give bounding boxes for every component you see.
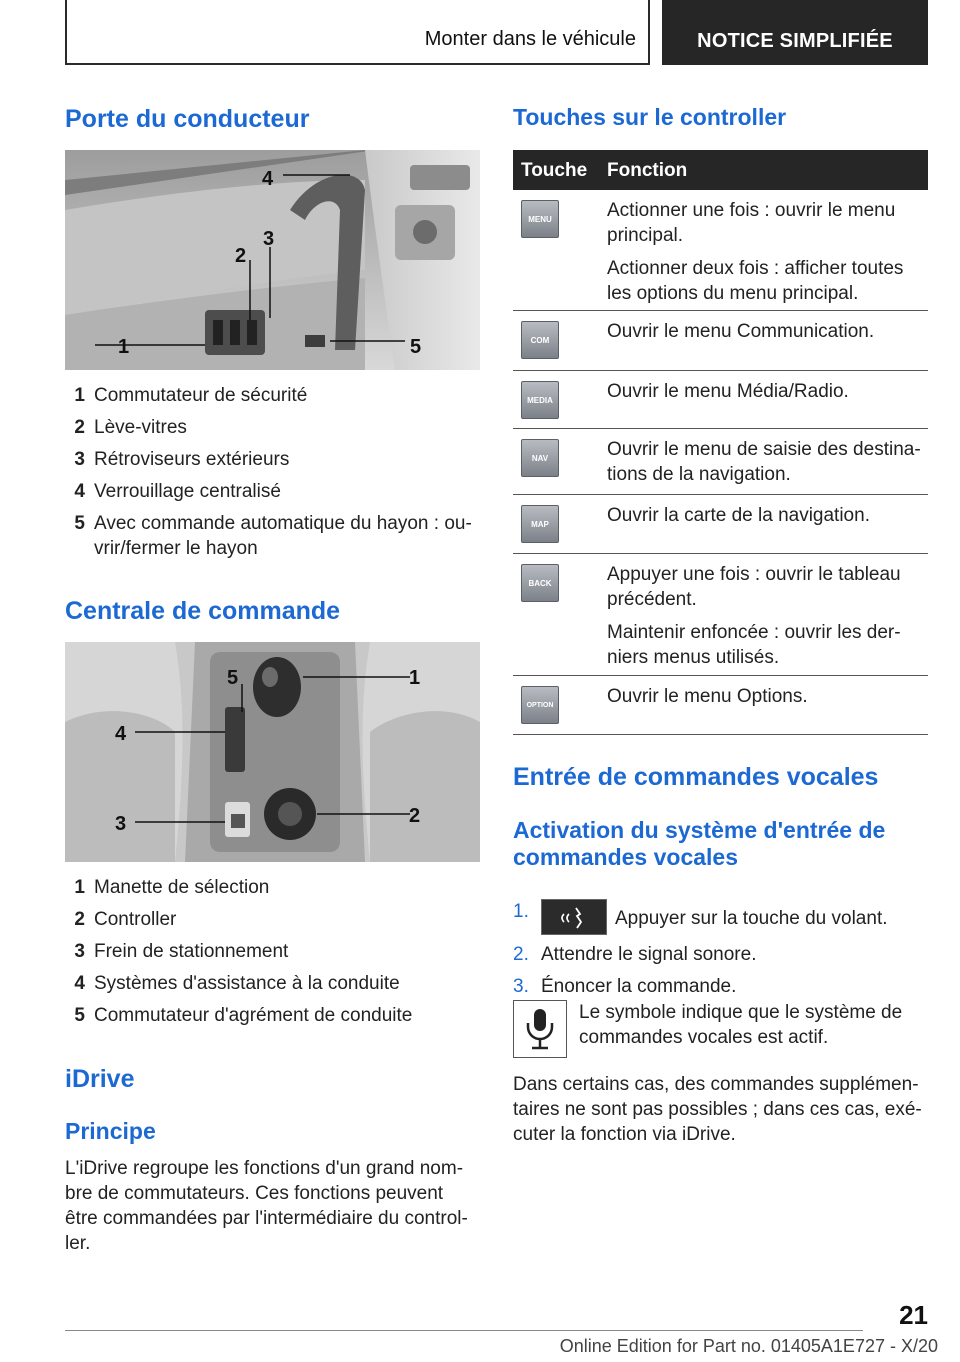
section-title: Monter dans le véhicule [424,28,636,50]
controller-table [513,150,928,735]
function-cell: Ouvrir le menu de saisie des destina-tions de la navigation. [607,439,921,485]
table-header [513,150,928,190]
idrive-heading: iDrive [65,1065,135,1093]
callout-2: 2 [235,245,247,267]
driver-door-legend [65,383,480,568]
console-photo [65,642,480,862]
nav-key-icon: NAV [521,439,559,477]
driver-door-heading: Porte du conducteur [65,105,310,133]
callout-1: 1 [409,667,421,689]
console-heading: Centrale de commande [65,597,341,625]
callout-5: 5 [410,336,422,358]
callout-4: 4 [262,168,274,190]
idrive-subheading: Principe [65,1118,156,1144]
footer-divider [65,1330,863,1331]
driver-door-photo [65,150,480,370]
controller-heading: Touches sur le controller [513,104,787,130]
col-key: Touche [521,160,588,181]
menu-key-icon: MENU [521,200,559,238]
step-item: 2. Attendre le signal sonore. [513,944,757,965]
function-cell: Ouvrir le menu Communication. [607,321,875,342]
idrive-paragraph: L'iDrive regroupe les fonctions d'un grand nom-bre de commutateurs. Ces fonctions peuvent être commandées par l'intermédiaire du control-ler. [65,1158,468,1254]
voice-subheading: Activation du système d'entrée de commandes vocales [513,817,886,870]
callout-3: 3 [115,813,127,835]
table-row [513,676,928,735]
callout-5: 5 [227,667,239,689]
guide-badge [662,0,928,65]
microphone-icon [513,1000,567,1058]
voice-heading: Entrée de commandes vocales [513,763,879,791]
list-item: 2 Lève-vitres [74,417,187,438]
table-row [513,371,928,429]
list-item: 1 Commutateur de sécurité [74,385,308,406]
list-item: 4 Verrouillage centralisé [74,481,281,502]
function-cell: Appuyer une fois : ouvrir le tableau précédent. Maintenir enfoncée : ouvrir les der-niers menus utilisés. [607,564,901,668]
guide-badge-label: NOTICE SIMPLIFIÉE [697,30,893,52]
table-row [513,429,928,495]
function-cell: Actionner une fois : ouvrir le menu principal. Actionner deux fois : afficher toutes les options du menu principal. [607,200,904,304]
list-item: 5 Avec commande automatique du hayon : ou-vrir/fermer le hayon [74,513,472,559]
col-function: Fonction [607,160,688,181]
list-item: 2 Controller [74,909,177,930]
list-item: 1 Manette de sélection [74,877,270,898]
list-item: 3 Frein de stationnement [74,941,289,962]
console-illustration [65,642,480,862]
voice-button-icon [541,899,607,935]
back-key-icon: BACK [521,564,559,602]
option-key-icon: OPTION [521,686,559,724]
section-tab [65,0,650,65]
function-cell: Ouvrir la carte de la navigation. [607,505,870,526]
driver-door-illustration [65,150,480,370]
map-key-icon: MAP [521,505,559,543]
voice-paragraph: Dans certains cas, des commandes supplémen-taires ne sont pas possibles ; dans ces cas, exé-cuter la fonction via iDrive. [513,1074,922,1145]
callout-4: 4 [115,723,127,745]
step-item: 1. Appuyer sur la touche du volant. [513,899,928,935]
table-row [513,554,928,676]
page-number: 21 [899,1300,928,1330]
list-item: 4 Systèmes d'assistance à la conduite [74,973,400,994]
media-key-icon: MEDIA [521,381,559,419]
list-item: 5 Commutateur d'agrément de conduite [74,1005,413,1026]
com-key-icon: COM [521,321,559,359]
table-row [513,495,928,554]
callout-1: 1 [118,336,130,358]
voice-note: Le symbole indique que le système de commandes vocales est actif. [579,1002,903,1048]
callout-3: 3 [263,228,275,250]
callout-2: 2 [409,805,421,827]
edition-note: Online Edition for Part no. 01405A1E727 - X/20 [559,1336,938,1356]
table-row [513,190,928,311]
function-cell: Ouvrir le menu Média/Radio. [607,381,849,402]
function-cell: Ouvrir le menu Options. [607,686,808,707]
list-item: 3 Rétroviseurs extérieurs [74,449,290,470]
voice-steps [513,899,928,1006]
table-row [513,311,928,371]
step-item: 3. Énoncer la commande. [513,976,737,997]
page-header [65,0,928,65]
console-legend [65,875,480,1035]
